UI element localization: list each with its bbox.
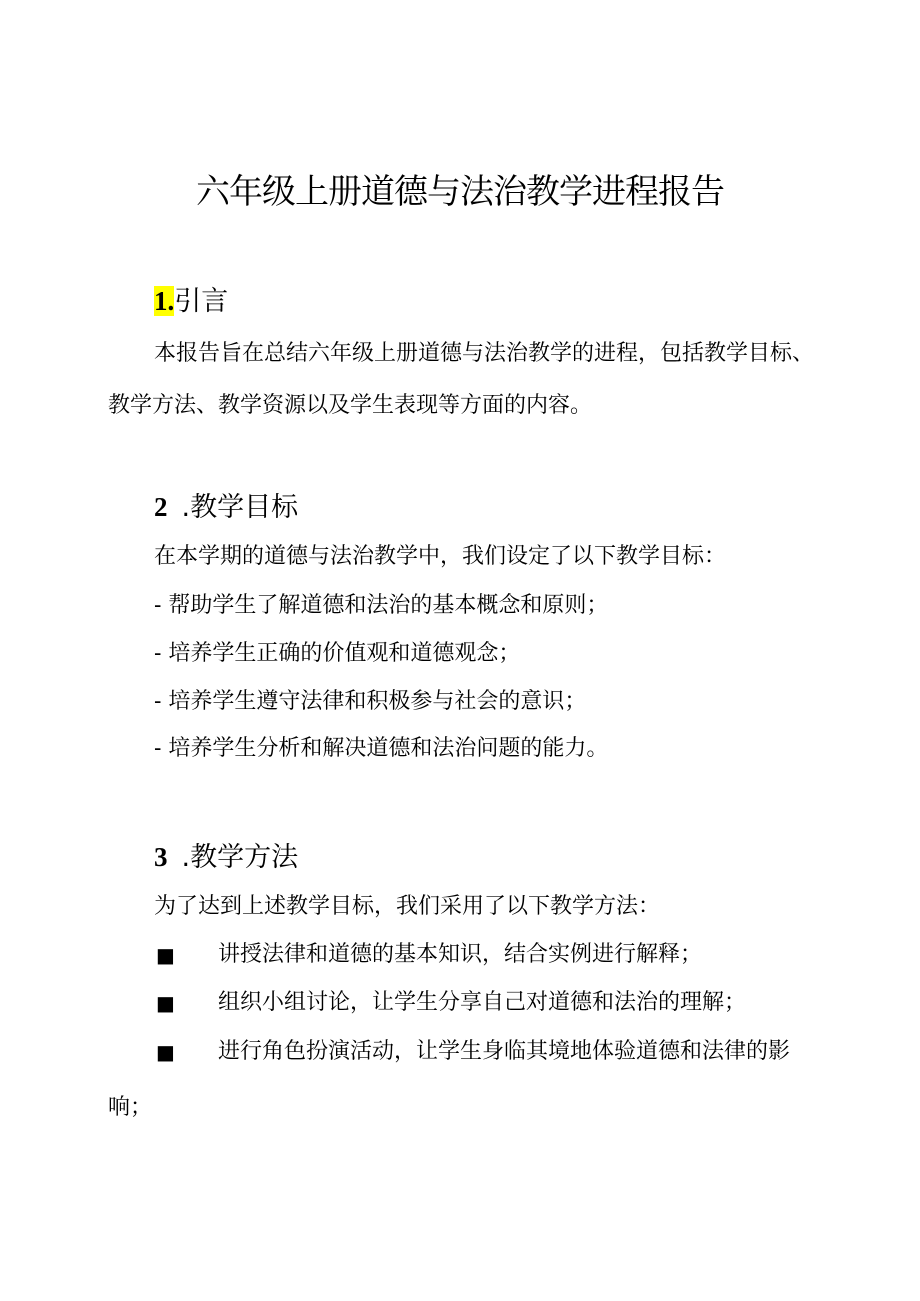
- goal-item: - 培养学生正确的价值观和道德观念；: [154, 641, 521, 666]
- goal-item: - 培养学生遵守法律和积极参与社会的意识；: [154, 689, 587, 714]
- methods-intro: 为了达到上述教学目标，我们采用了以下教学方法：: [154, 894, 661, 919]
- section-heading-intro: [154, 282, 228, 321]
- square-bullet-icon: ■: [156, 943, 175, 967]
- method-item: 进行角色扮演活动，让学生身临其境地体验道德和法律的影响；: [108, 1039, 791, 1120]
- document-title: 六年级上册道德与法治教学进程报告: [196, 172, 724, 212]
- square-bullet-icon: ■: [156, 1040, 175, 1064]
- section-number: 1.: [154, 286, 175, 316]
- method-item: 组织小组讨论，让学生分享自己对道德和法治的理解；: [218, 990, 747, 1015]
- section-title: .教学目标: [181, 492, 299, 523]
- intro-paragraph: 本报告旨在总结六年级上册道德与法治教学的进程，包括教学目标、教学方法、教学资源以及学生表现等方面的内容。: [108, 341, 815, 418]
- method-item: 讲授法律和道德的基本知识，结合实例进行解释；: [218, 942, 703, 967]
- section-heading-goals: [154, 488, 298, 527]
- square-bullet-icon: ■: [156, 991, 175, 1015]
- goal-item: - 培养学生分析和解决道德和法治问题的能力。: [154, 736, 609, 761]
- section-number: 3: [154, 842, 168, 872]
- section-title: .教学方法: [181, 842, 299, 873]
- section-number: 2: [154, 492, 168, 522]
- section-heading-methods: [154, 838, 298, 877]
- goal-item: - 帮助学生了解道德和法治的基本概念和原则；: [154, 593, 609, 618]
- goals-intro: 在本学期的道德与法治教学中，我们设定了以下教学目标：: [154, 544, 727, 569]
- section-title: 引言: [174, 286, 229, 317]
